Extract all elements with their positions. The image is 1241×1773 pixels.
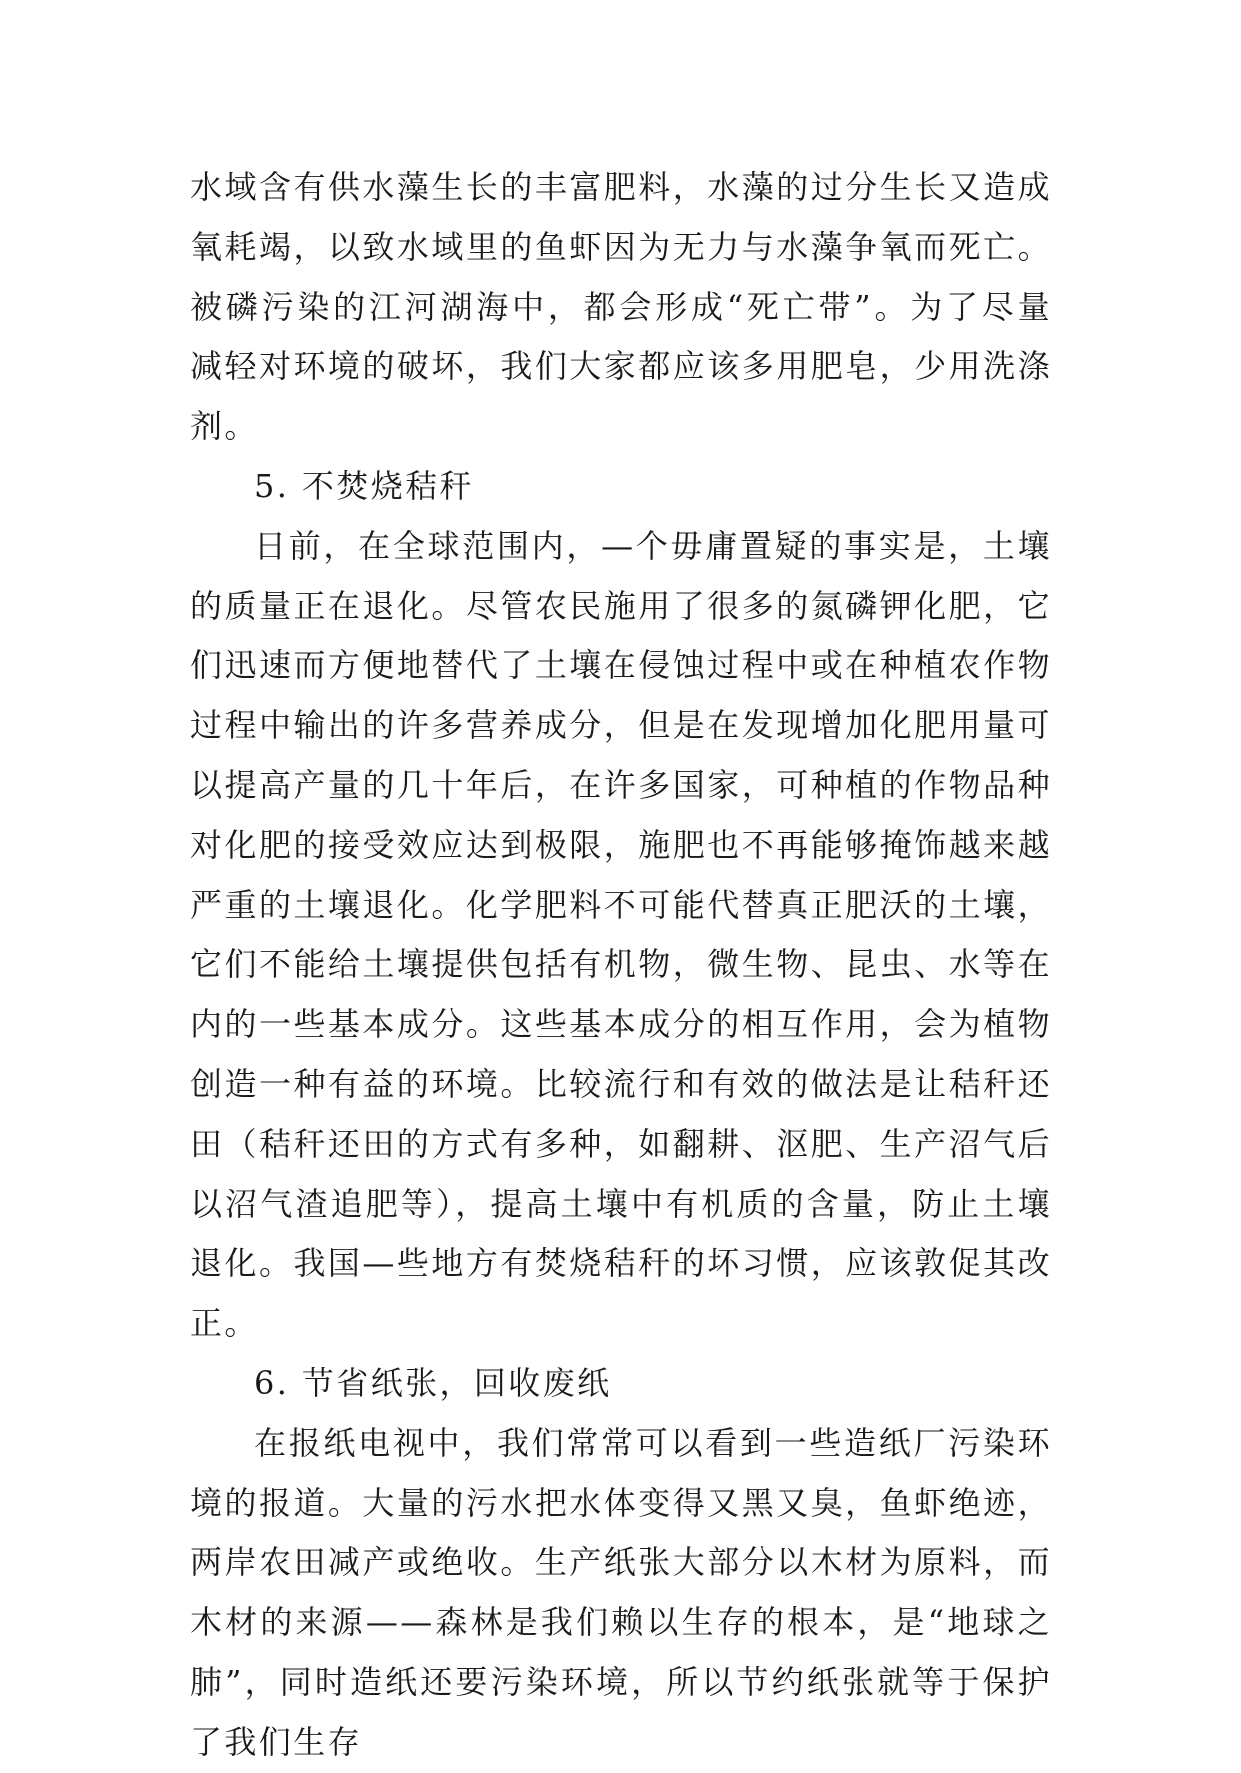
- document-body: [190, 158, 1052, 1773]
- paragraph-paper-saving: 在报纸电视中，我们常常可以看到一些造纸厂污染环境的报道。大量的污水把水体变得又黑又臭，鱼虾绝迹，两岸农田减产或绝收。生产纸张大部分以木材为原料，而木材的来源——森林是我们赖以生存的根本，是“地球之肺”，同时造纸还要污染环境，所以节约纸张就等于保护了我们生存: [190, 1423, 1052, 1761]
- section-heading-6: 6. 节省纸张，回收废纸: [254, 1363, 612, 1402]
- paragraph-continuation: 水域含有供水藻生长的丰富肥料，水藻的过分生长又造成氧耗竭，以致水域里的鱼虾因为无力与水藻争氧而死亡。被磷污染的江河湖海中，都会形成“死亡带”。为了尽量减轻对环境的破坏，我们大家都应该多用肥皂，少用洗涤剂。: [190, 168, 1052, 446]
- section-heading-5: 5. 不焚烧秸秆: [254, 466, 474, 505]
- paragraph-straw-burning: 日前，在全球范围内，—个毋庸置疑的事实是，土壤的质量正在退化。尽管农民施用了很多的氮磷钾化肥，它们迅速而方便地替代了土壤在侵蚀过程中或在种植农作物过程中输出的许多营养成分，但是在发现增加化肥用量可以提高产量的几十年后，在许多国家，可种植的作物品种对化肥的接受效应达到极限，施肥也不再能够掩饰越来越严重的土壤退化。化学肥料不可能代替真正肥沃的土壤，它们不能给土壤提供包括有机物，微生物、昆虫、水等在内的一些基本成分。这些基本成分的相互作用，会为植物创造一种有益的环境。比较流行和有效的做法是让秸秆还田（秸秆还田的方式有多种，如翻耕、沤肥、生产沼气后以沼气渣追肥等），提高土壤中有机质的含量，防止土壤退化。我国—些地方有焚烧秸秆的坏习惯，应该敦促其改正。: [190, 526, 1052, 1343]
